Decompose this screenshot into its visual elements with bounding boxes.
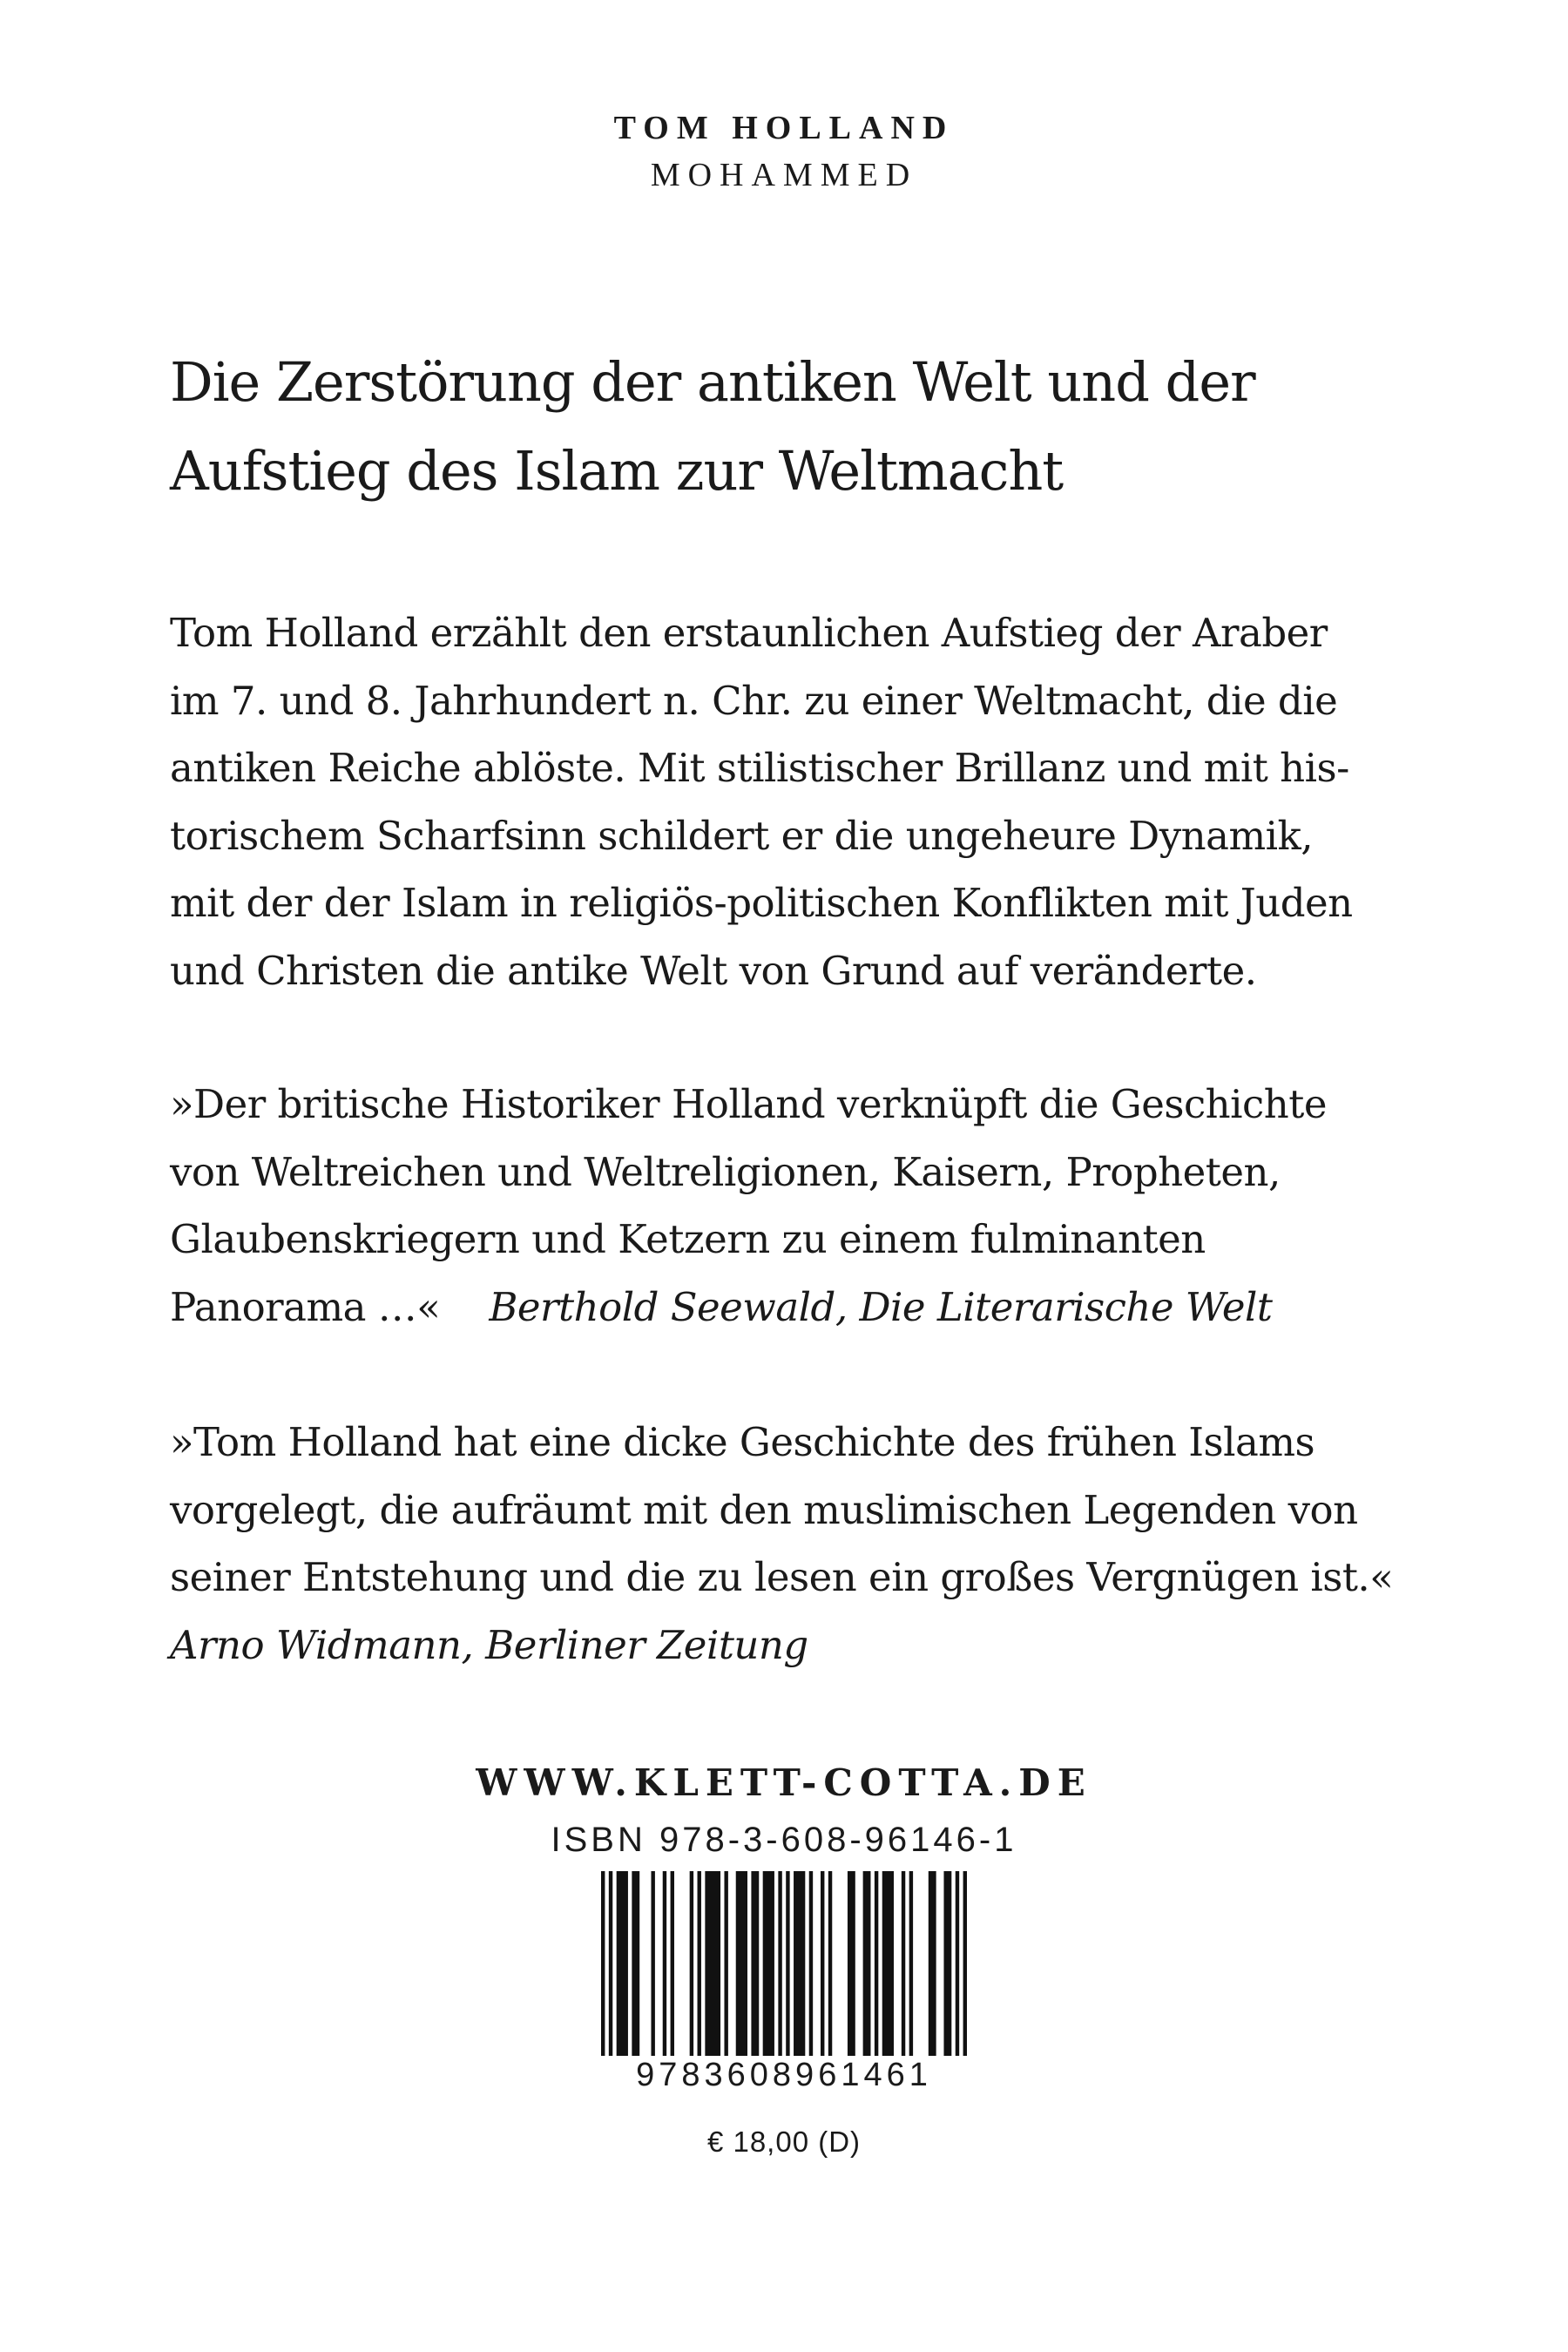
description-line: mit der der Islam in religiös-politischen Konflikten mit Juden	[170, 880, 1353, 926]
description-line: antiken Reiche ablöste. Mit stilistischer Brillanz und mit his-	[170, 745, 1349, 791]
barcode-bar	[909, 1871, 913, 2056]
barcode-bar	[786, 1871, 789, 2076]
price: € 18,00 (D)	[706, 2126, 862, 2158]
barcode-bar	[671, 1871, 674, 2056]
description-line: im 7. und 8. Jahrhundert n. Chr. zu einer Weltmacht, die die	[170, 677, 1338, 724]
quote-line: von Weltreichen und Weltreligionen, Kaisern, Propheten,	[170, 1148, 1281, 1195]
barcode-bar	[705, 1871, 720, 2056]
quote-line: »Tom Holland hat eine dicke Geschichte des frühen Islams	[170, 1419, 1315, 1465]
book-subtitle	[170, 338, 1407, 516]
barcode-bar	[763, 1871, 774, 2056]
review-quote-2	[170, 1409, 1424, 1679]
isbn-text: ISBN 978-3-608-96146-1	[551, 1821, 1017, 1859]
barcode-bar	[956, 1871, 959, 2076]
quote-line: vorgelegt, die aufräumt mit den muslimischen Legenden von	[170, 1486, 1358, 1533]
quote-source: Arno Widmann, Berliner Zeitung	[170, 1621, 808, 1668]
barcode-bar	[809, 1871, 813, 2056]
barcode-bar	[663, 1871, 666, 2056]
barcode-bar	[828, 1871, 832, 2056]
barcode-bar	[632, 1871, 639, 2056]
description-line: torischem Scharfsinn schildert er die ungeheure Dynamik,	[170, 812, 1314, 859]
subtitle-line: Die Zerstörung der antiken Welt und der	[170, 350, 1255, 414]
barcode-bar	[875, 1871, 878, 2056]
barcode-bar	[943, 1871, 951, 2056]
barcode-bar	[751, 1871, 759, 2056]
barcode-bar	[778, 1871, 781, 2076]
quote-line-end: Panorama …«	[170, 1283, 441, 1330]
barcode	[601, 1871, 967, 2080]
barcode-bar	[617, 1871, 628, 2056]
quote-line: seiner Entstehung und die zu lesen ein großes Vergnügen ist.«	[170, 1554, 1394, 1600]
publisher-url: WWW.KLETT-COTTA.DE	[476, 1761, 1092, 1804]
barcode-number: 9783608961461	[575, 2056, 993, 2094]
barcode-bar	[601, 1871, 605, 2076]
description-line: Tom Holland erzählt den erstaunlichen Aufstieg der Araber	[170, 610, 1328, 656]
quote-source: Berthold Seewald, Die Literarische Welt	[489, 1283, 1273, 1330]
description-paragraph	[170, 599, 1424, 1004]
quote-line: »Der britische Historiker Holland verknüpft die Geschichte	[170, 1081, 1327, 1127]
author-name: TOM HOLLAND	[613, 110, 955, 146]
quote-last-line	[170, 1274, 1424, 1342]
barcode-bar	[882, 1871, 894, 2056]
barcode-bar	[794, 1871, 805, 2056]
barcode-bar	[651, 1871, 654, 2056]
review-quote-1	[170, 1071, 1424, 1341]
barcode-bar	[609, 1871, 612, 2076]
barcode-bar	[902, 1871, 905, 2056]
description-line: und Christen die antike Welt von Grund auf veränderte.	[170, 947, 1257, 994]
barcode-bar	[724, 1871, 727, 2056]
subtitle-line: Aufstieg des Islam zur Weltmacht	[170, 439, 1064, 503]
book-title: MOHAMMED	[650, 157, 918, 193]
barcode-bar	[929, 1871, 936, 2056]
barcode-bar	[698, 1871, 701, 2056]
barcode-graphic	[601, 1871, 967, 2080]
barcode-bar	[963, 1871, 967, 2076]
barcode-bar	[848, 1871, 855, 2056]
barcode-bar	[821, 1871, 824, 2056]
barcode-bar	[863, 1871, 871, 2056]
quote-line: Glaubenskriegern und Ketzern zu einem fulminanten	[170, 1216, 1206, 1262]
barcode-bar	[690, 1871, 693, 2056]
barcode-bar	[736, 1871, 747, 2056]
